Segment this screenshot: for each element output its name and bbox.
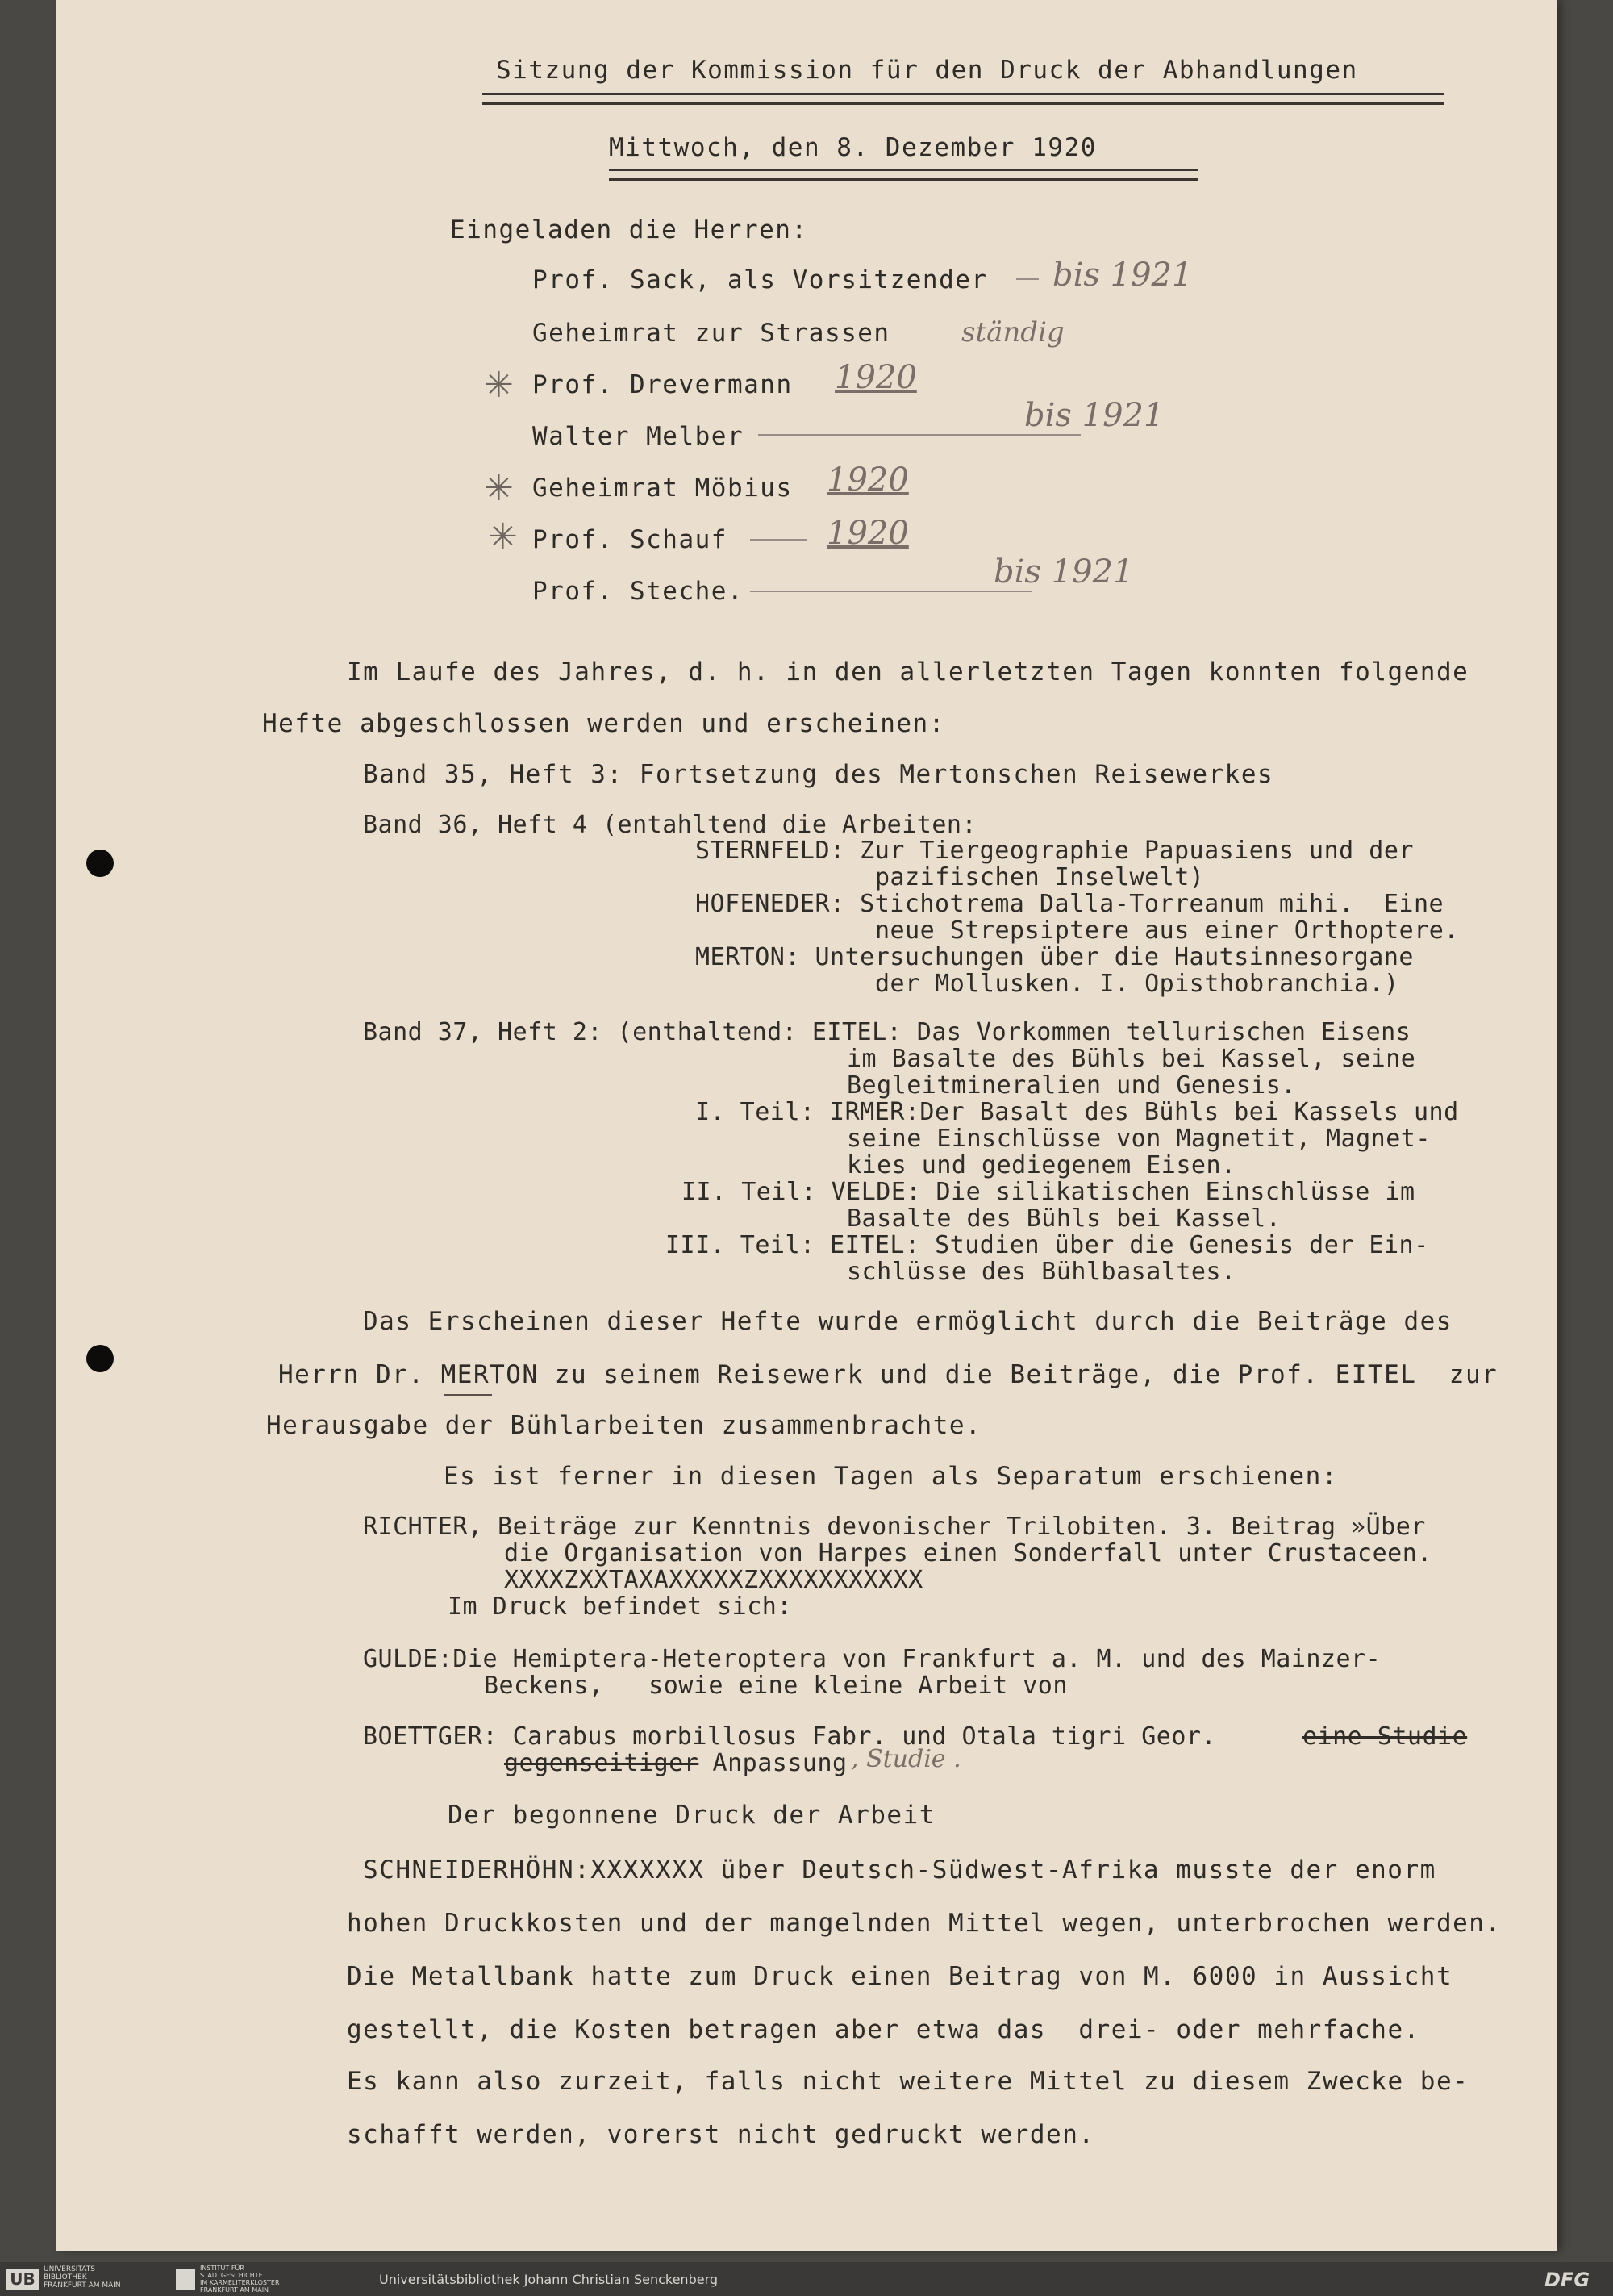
gulde-entry: GULDE:Die Hemiptera-Heteroptera von Frankfurt a. M. und des Mainzer- (363, 1645, 1382, 1673)
handwritten-line (758, 434, 1081, 436)
struck-out-text: XXXXZXXTAXAXXXXXZXXXXXXXXXXX (504, 1566, 923, 1594)
band-37-line: schlüsse des Bühlbasaltes. (847, 1258, 1236, 1286)
library-credit: Universitätsbibliothek Johann Christian Senckenberg (379, 2272, 719, 2287)
title-underline (482, 93, 1444, 105)
band-37-line: II. Teil: VELDE: Die silikatischen Einschlüsse im (681, 1178, 1415, 1206)
gulde-line: Beckens, sowie eine kleine Arbeit von (484, 1672, 1068, 1700)
punch-hole (86, 850, 114, 877)
punch-hole (86, 1345, 114, 1372)
band-36-line: neue Strepsiptere aus einer Orthoptere. (875, 916, 1459, 945)
paragraph-line: Der begonnene Druck der Arbeit (448, 1801, 936, 1830)
struck-out-text: gegenseitiger (504, 1749, 699, 1777)
band-37-line: I. Teil: IRMER:Der Basalt des Bühls bei Kassels und (695, 1098, 1459, 1126)
paragraph-line: Hefte abgeschlossen werden und erscheinen: (262, 709, 945, 738)
asterisk-mark-icon: ✳ (484, 365, 514, 406)
handwritten-note: bis 1921 (1024, 397, 1165, 434)
handwritten-note: ständig (961, 316, 1065, 349)
richter-line: die Organisation von Harpes einen Sonderfall unter Crustaceen. (504, 1539, 1432, 1568)
document-page (56, 0, 1557, 2251)
invitees-intro: Eingeladen die Herren: (450, 215, 808, 244)
paragraph-line: schafft werden, vorerst nicht gedruckt werden. (347, 2120, 1095, 2149)
band-37-entry: Band 37, Heft 2: (enthaltend: EITEL: Das Vorkommen tellurischen Eisens (363, 1018, 1411, 1046)
handwritten-note: , Studie . (851, 1745, 961, 1773)
in-print-heading: Im Druck befindet sich: (448, 1593, 792, 1621)
invitee-name: Prof. Drevermann (532, 370, 793, 399)
band-36-line: pazifischen Inselwelt) (875, 863, 1205, 891)
band-37-line: Basalte des Bühls bei Kassel. (847, 1204, 1282, 1233)
invitee-name: Prof. Sack, als Vorsitzender (532, 265, 988, 294)
ub-logo: UB (6, 2269, 39, 2290)
struck-out-text: eine Studie (1302, 1722, 1468, 1751)
asterisk-mark-icon: ✳ (488, 516, 518, 557)
invitee-name: Geheimrat zur Strassen (532, 319, 890, 348)
institute-logo (176, 2269, 195, 2290)
band-37-line: kies und gediegenem Eisen. (847, 1151, 1236, 1179)
handwritten-dash (750, 539, 806, 541)
boettger-entry: BOETTGER: Carabus morbillosus Fabr. und Otala tigri Geor. (363, 1722, 1217, 1751)
band-37-line: seine Einschlüsse von Magnetit, Magnet- (847, 1125, 1431, 1153)
paragraph-line: Es ist ferner in diesen Tagen als Separatum erschienen: (444, 1462, 1338, 1491)
band-37-line: III. Teil: EITEL: Studien über die Genesis der Ein- (665, 1231, 1429, 1259)
handwritten-underline (444, 1394, 492, 1396)
invitee-name: Walter Melber (532, 422, 744, 451)
invitee-name: Geheimrat Möbius (532, 474, 793, 503)
band-36-entry: Band 36, Heft 4 (entahltend die Arbeiten: (363, 811, 977, 839)
paragraph-line: Die Metallbank hatte zum Druck einen Beitrag von M. 6000 in Aussicht (347, 1962, 1453, 1991)
handwritten-line (750, 591, 1032, 592)
invitee-name: Prof. Schauf (532, 525, 727, 554)
boettger-line: Anpassung (698, 1749, 848, 1777)
handwritten-dash (1016, 278, 1039, 280)
band-35-entry: Band 35, Heft 3: Fortsetzung des Mertonschen Reisewerkes (363, 760, 1274, 789)
ub-logo-text: UNIVERSITÄTS BIBLIOTHEK FRANKFURT AM MAIN (44, 2265, 121, 2290)
paragraph-line: Herausgabe der Bühlarbeiten zusammenbrachte. (266, 1411, 982, 1440)
paragraph-line: gestellt, die Kosten betragen aber etwa das drei- oder mehrfache. (347, 2015, 1420, 2044)
handwritten-note: bis 1921 (1052, 257, 1193, 294)
institute-logo-text: INSTITUT FÜR STADTGESCHICHTE IM KARMELITERKLOSTER FRANKFURT AM MAIN (200, 2265, 280, 2294)
band-36-line: MERTON: Untersuchungen über die Hautsinnesorgane (695, 943, 1414, 971)
handwritten-note: 1920 (835, 359, 917, 396)
handwritten-note: 1920 (827, 515, 909, 552)
paragraph-line: SCHNEIDERHÖHN:XXXXXXX über Deutsch-Südwest-Afrika musste der enorm (363, 1856, 1436, 1885)
dfg-logo: DFG (1544, 2269, 1590, 2291)
richter-entry: RICHTER, Beiträge zur Kenntnis devonischer Trilobiten. 3. Beitrag »Über (363, 1513, 1426, 1541)
band-36-line: der Mollusken. I. Opisthobranchia.) (875, 970, 1399, 998)
band-36-line: HOFENEDER: Stichotrema Dalla-Torreanum mihi. Eine (695, 890, 1444, 918)
paragraph-line: Herrn Dr. MERTON zu seinem Reisewerk und die Beiträge, die Prof. EITEL zur (278, 1360, 1498, 1389)
handwritten-note: 1920 (827, 461, 909, 499)
paragraph-line: Das Erscheinen dieser Hefte wurde ermöglicht durch die Beiträge des (363, 1307, 1453, 1336)
invitee-name: Prof. Steche. (532, 577, 744, 606)
page-title: Sitzung der Kommission für den Druck der Abhandlungen (496, 56, 1358, 85)
footer-bar (0, 2262, 1613, 2296)
date-underline (609, 169, 1198, 181)
band-37-line: im Basalte des Bühls bei Kassel, seine (847, 1045, 1416, 1073)
paragraph-line: Im Laufe des Jahres, d. h. in den allerletzten Tagen konnten folgende (347, 657, 1469, 687)
paragraph-line: Es kann also zurzeit, falls nicht weitere Mittel zu diesem Zwecke be- (347, 2067, 1469, 2096)
handwritten-note: bis 1921 (994, 553, 1134, 591)
band-37-line: Begleitmineralien und Genesis. (847, 1071, 1296, 1100)
band-36-line: STERNFELD: Zur Tiergeographie Papuasiens und der (695, 837, 1414, 865)
asterisk-mark-icon: ✳ (484, 468, 514, 509)
meeting-date: Mittwoch, den 8. Dezember 1920 (609, 133, 1097, 162)
paragraph-line: hohen Druckkosten und der mangelnden Mittel wegen, unterbrochen werden. (347, 1909, 1502, 1938)
